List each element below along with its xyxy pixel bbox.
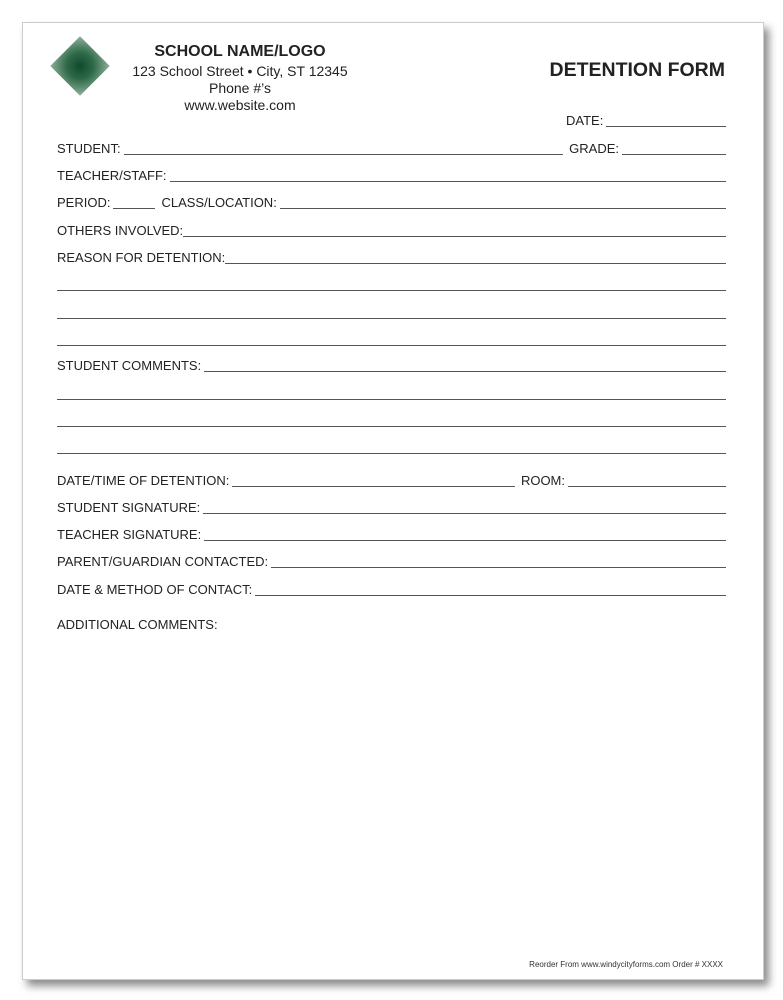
contact-method-label: DATE & METHOD OF CONTACT: [57, 582, 253, 597]
reason-line[interactable] [57, 345, 726, 346]
comments-line[interactable] [57, 453, 726, 454]
class-location-label: CLASS/LOCATION: [161, 195, 277, 210]
school-address: 123 School Street • City, ST 12345 [132, 63, 348, 79]
parent-contacted-row[interactable] [57, 553, 726, 569]
reason-line[interactable] [57, 318, 726, 319]
teacher-signature-label: TEACHER SIGNATURE: [57, 527, 202, 542]
room-label: ROOM: [520, 473, 565, 488]
student-comments-label: STUDENT COMMENTS: [57, 358, 202, 373]
student-comments-row[interactable] [57, 357, 726, 373]
grade-label: GRADE: [569, 141, 619, 156]
others-label: OTHERS INVOLVED: [57, 223, 184, 238]
date-time-label: DATE/TIME OF DETENTION: [57, 473, 230, 488]
student-label: STUDENT: [57, 141, 121, 156]
school-phone: Phone #’s [208, 80, 271, 96]
form-title: DETENTION FORM [549, 59, 725, 81]
school-name: SCHOOL NAME/LOGO [154, 43, 326, 60]
student-row[interactable] [57, 140, 726, 156]
teacher-label: TEACHER/STAFF: [57, 168, 167, 183]
contact-method-row[interactable] [57, 581, 726, 597]
date-label: DATE: [566, 113, 604, 128]
student-signature-row[interactable] [57, 499, 726, 515]
parent-contacted-label: PARENT/GUARDIAN CONTACTED: [57, 554, 269, 569]
reason-row[interactable] [57, 249, 726, 265]
date-field[interactable] [566, 112, 726, 128]
footer-reorder: Reorder From www.windycityforms.com Order # XXXX [529, 960, 723, 969]
additional-comments-label: ADDITIONAL COMMENTS: [57, 617, 218, 632]
others-row[interactable] [57, 222, 726, 238]
teacher-signature-row[interactable] [57, 526, 726, 542]
comments-line[interactable] [57, 426, 726, 427]
period-row[interactable] [57, 194, 726, 210]
detention-time-row[interactable] [57, 472, 726, 488]
reason-line[interactable] [57, 290, 726, 291]
comments-line[interactable] [57, 399, 726, 400]
reason-label: REASON FOR DETENTION: [57, 250, 226, 265]
teacher-row[interactable] [57, 167, 726, 183]
student-signature-label: STUDENT SIGNATURE: [57, 500, 201, 515]
period-label: PERIOD: [57, 195, 111, 210]
school-website: www.website.com [184, 97, 296, 113]
